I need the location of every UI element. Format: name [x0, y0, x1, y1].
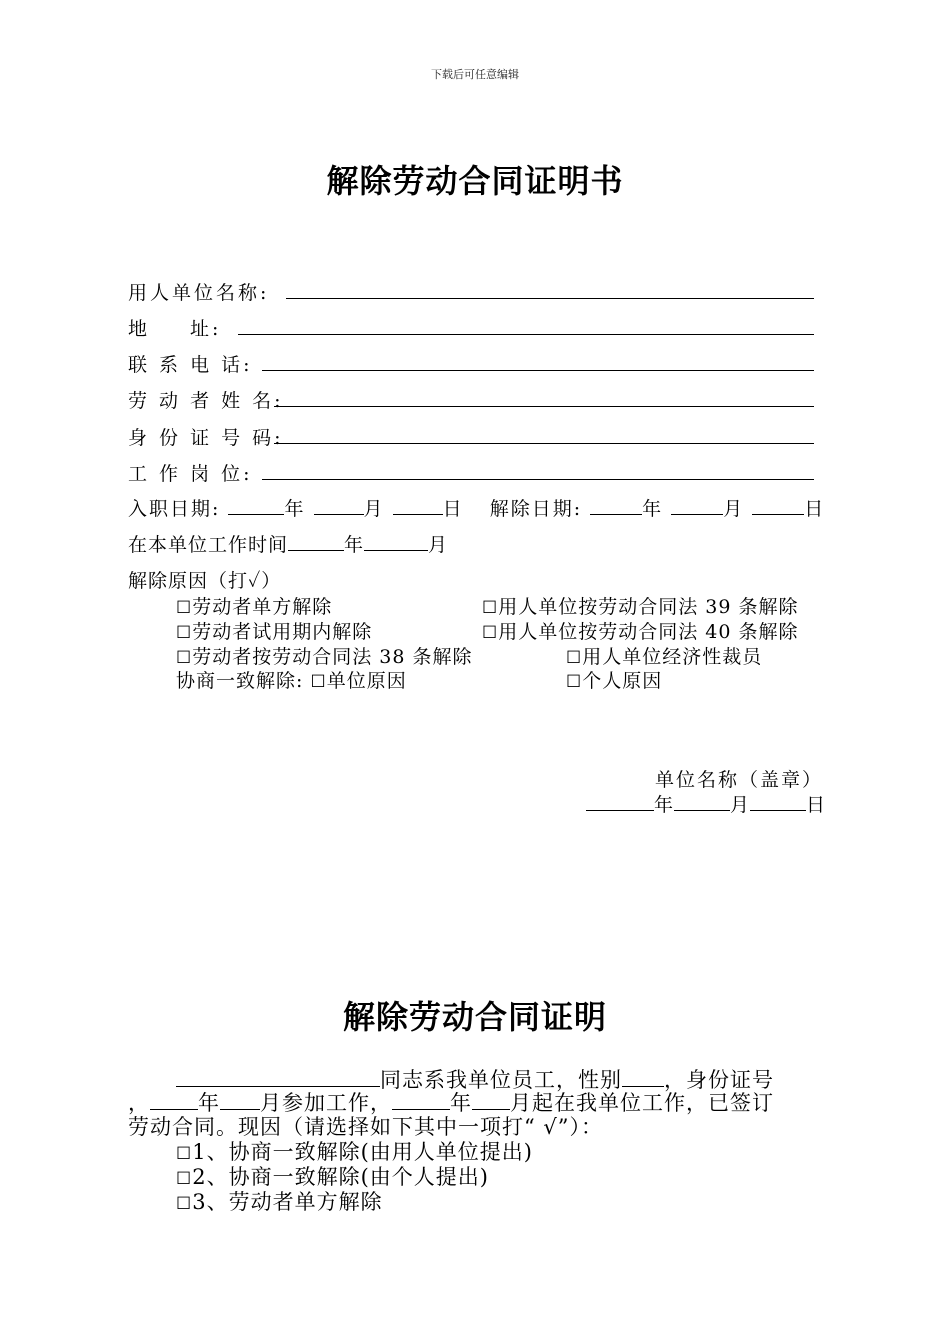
- checkbox[interactable]: ☐: [176, 1144, 193, 1164]
- sign-day-unit: 日: [806, 794, 827, 816]
- sign-month-unit: 月: [730, 794, 751, 816]
- line2-text-a: 月参加工作，: [260, 1091, 392, 1115]
- checkbox[interactable]: ☐: [482, 623, 499, 643]
- sign-year-field[interactable]: [586, 792, 654, 811]
- address-field[interactable]: [238, 334, 814, 335]
- line2-text-b: 月起在我单位工作，已签订: [510, 1091, 774, 1115]
- option-probation[interactable]: [176, 617, 372, 644]
- termination-day-unit: 日: [804, 498, 826, 520]
- tenure-row: [128, 530, 448, 557]
- phone-field[interactable]: [262, 370, 814, 371]
- entry-year-field[interactable]: [228, 496, 284, 515]
- employee-name-field[interactable]: [176, 1068, 380, 1087]
- dates-row: [128, 494, 825, 521]
- entry-day-unit: 日: [442, 498, 464, 520]
- address-label-part2: 址:: [190, 318, 222, 340]
- header-note: 下载后可任意编辑: [431, 68, 519, 81]
- mutual-agreement-row: [176, 666, 407, 693]
- termination-day-field[interactable]: [752, 496, 804, 515]
- choice-3[interactable]: [176, 1186, 383, 1216]
- option-label: 劳动者试用期内解除: [192, 621, 373, 643]
- employer-name-field[interactable]: [286, 298, 814, 299]
- worker-name-field[interactable]: [274, 406, 814, 407]
- document-title: 解除劳动合同证明书: [326, 162, 624, 200]
- certificate-title: 解除劳动合同证明: [342, 998, 607, 1036]
- unit-seal-label: 单位名称（盖章）: [655, 769, 824, 791]
- option-worker-art38[interactable]: [176, 642, 473, 669]
- line1-text-a: 同志系我单位员工，性别: [380, 1068, 622, 1092]
- option-employer-art39[interactable]: [482, 592, 799, 619]
- join-year-field[interactable]: [150, 1091, 198, 1110]
- tenure-year-field[interactable]: [288, 532, 344, 551]
- option-label: 用人单位按劳动合同法 40 条解除: [498, 621, 799, 643]
- termination-date-label: 解除日期:: [489, 498, 583, 520]
- start-month-field[interactable]: [472, 1091, 510, 1110]
- option-label: 劳动者按劳动合同法 38 条解除: [192, 646, 473, 668]
- certificate-line-3: 劳动合同。现因（请选择如下其中一项打“ √”）：: [128, 1115, 604, 1139]
- address-label-part1: 地: [128, 318, 151, 340]
- employer-name-label: 用人单位名称:: [128, 282, 270, 304]
- option-personal-reason[interactable]: [566, 666, 662, 693]
- option-label: 劳动者单方解除: [192, 596, 333, 618]
- mutual-label: 协商一致解除:: [176, 670, 304, 692]
- choice-label: 1、协商一致解除(由用人单位提出): [192, 1140, 533, 1164]
- sign-year-unit: 年: [654, 794, 675, 816]
- choice-label: 3、劳动者单方解除: [192, 1190, 383, 1214]
- checkbox[interactable]: ☐: [566, 672, 583, 692]
- termination-year-field[interactable]: [590, 496, 642, 515]
- termination-month-field[interactable]: [671, 496, 723, 515]
- sign-day-field[interactable]: [750, 792, 806, 811]
- option-unit-reason[interactable]: [310, 670, 406, 692]
- option-economic-layoff[interactable]: [566, 642, 762, 669]
- signature-date-row: [586, 790, 826, 817]
- line2-year-a: 年: [198, 1091, 220, 1115]
- entry-day-field[interactable]: [393, 496, 443, 515]
- tenure-month-unit: 月: [428, 534, 449, 556]
- checkbox[interactable]: ☐: [176, 648, 193, 668]
- entry-month-field[interactable]: [314, 496, 364, 515]
- option-label: 用人单位按劳动合同法 39 条解除: [498, 596, 799, 618]
- id-number-label: 身 份 证 号 码:: [128, 427, 284, 449]
- checkbox[interactable]: ☐: [176, 623, 193, 643]
- entry-year-unit: 年: [284, 498, 306, 520]
- option-label: 单位原因: [326, 670, 407, 692]
- position-label: 工 作 岗 位:: [128, 463, 253, 485]
- line2-comma: ，: [128, 1091, 150, 1115]
- join-month-field[interactable]: [220, 1091, 260, 1110]
- checkbox[interactable]: ☐: [176, 1194, 193, 1214]
- checkbox[interactable]: ☐: [176, 598, 193, 618]
- option-worker-unilateral[interactable]: [176, 592, 332, 619]
- sign-month-field[interactable]: [674, 792, 730, 811]
- checkbox[interactable]: ☐: [566, 648, 583, 668]
- tenure-year-unit: 年: [344, 534, 365, 556]
- id-number-field[interactable]: [274, 443, 814, 444]
- gender-field[interactable]: [622, 1068, 664, 1087]
- termination-year-unit: 年: [642, 498, 664, 520]
- line1-text-b: ，身份证号: [664, 1068, 774, 1092]
- entry-month-unit: 月: [363, 498, 385, 520]
- phone-label: 联 系 电 话:: [128, 354, 253, 376]
- checkbox[interactable]: ☐: [176, 1169, 193, 1189]
- termination-month-unit: 月: [723, 498, 745, 520]
- line2-year-b: 年: [450, 1091, 472, 1115]
- option-label: 个人原因: [582, 670, 663, 692]
- position-field[interactable]: [262, 479, 814, 480]
- option-employer-art40[interactable]: [482, 617, 799, 644]
- checkbox[interactable]: ☐: [482, 598, 499, 618]
- tenure-label: 在本单位工作时间: [128, 534, 289, 556]
- checkbox[interactable]: ☐: [310, 672, 327, 692]
- tenure-month-field[interactable]: [364, 532, 428, 551]
- start-year-field[interactable]: [392, 1091, 450, 1110]
- reason-label: 解除原因（打✓）: [128, 570, 282, 592]
- entry-date-label: 入职日期:: [128, 498, 221, 520]
- choice-label: 2、协商一致解除(由个人提出): [192, 1165, 489, 1189]
- worker-name-label: 劳 动 者 姓 名:: [128, 390, 284, 412]
- option-label: 用人单位经济性裁员: [582, 646, 763, 668]
